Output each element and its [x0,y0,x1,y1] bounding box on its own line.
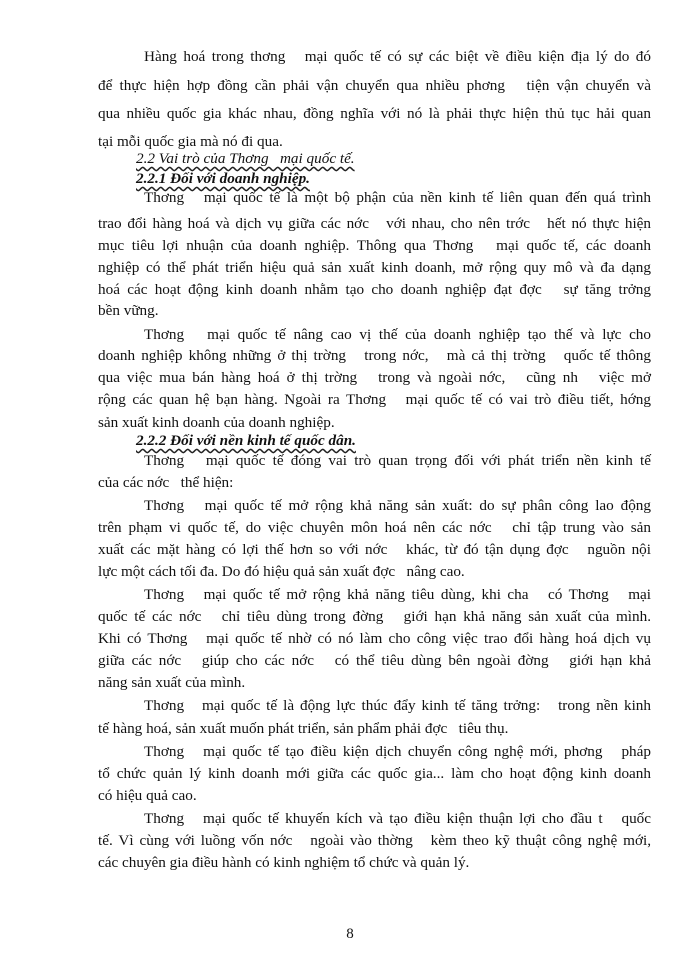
text-line: trao đổi hàng hoá và dịch vụ giữa các nớc với nhau, cho nên trớc hết nó thực hiện [98,215,651,232]
text-line: Khi có Thơng mại quốc tế nhờ có nó làm cho công việc trao đổi hàng hoá dịch vụ [98,630,651,647]
text-line: Thơng mại quốc tế đóng vai trò quan trọng đối với phát triển nền kinh tế [144,452,651,469]
text-line: qua việc mua bán hàng hoá ở thị trờng trong và ngoài nớc, cũng nh việc mở [98,369,651,386]
text-line: các chuyên gia điều hành có kinh nghiệm tổ chức và quản lý. [98,854,470,871]
text-line: Thơng mại quốc tế là một bộ phận của nền kinh tế liên quan đến quá trình [144,189,651,206]
subsection-heading: 2.2.1 Đối với doanh nghiệp. [136,170,310,187]
text-line: Thơng mại quốc tế tạo điều kiện dịch chuyển công nghệ mới, phơng pháp [144,743,651,760]
section-heading: 2.2 Vai trò của Thơng mại quốc tế. [136,150,355,167]
page-number: 8 [346,926,354,942]
text-line: mục tiêu lợi nhuận của doanh nghiệp. Thông qua Thơng mại quốc tế, các doanh [98,237,651,254]
text-line: bền vững. [98,302,159,319]
text-line: năng sản xuất của mình. [98,674,246,691]
text-line: tại mỗi quốc gia mà nó đi qua. [98,133,283,150]
text-line: tế hàng hoá, sản xuất muốn phát triển, sản phẩm phải đợc tiêu thụ. [98,720,509,737]
text-line: tế. Vì cùng với luồng vốn nớc ngoài vào thờng kèm theo kỹ thuật công nghệ mới, [98,832,651,849]
text-line: của các nớc thể hiện: [98,474,234,491]
text-line: Thơng mại quốc tế mở rộng khả năng sản xuất: do sự phân công lao động [144,497,651,514]
text-line: Thơng mại quốc tế mở rộng khả năng tiêu dùng, khi cha có Thơng mại [144,586,651,603]
text-line: Hàng hoá trong thơng mại quốc tế có sự các biệt về điều kiện địa lý do đó [144,48,651,65]
text-line: hoá các hoạt động kinh doanh nhằm tạo cho doanh nghiệp đạt đợc sự tăng trởng [98,281,651,298]
text-line: Thơng mại quốc tế khuyến kích và tạo điều kiện thuận lợi cho đầu t quốc [144,810,651,827]
text-line: sản xuất kinh doanh của doanh nghiệp. [98,414,335,431]
text-line: tổ chức quản lý kinh doanh mới giữa các quốc gia... làm cho hoạt động kinh doanh [98,765,651,782]
subsection-heading: 2.2.2 Đối với nền kinh tế quốc dân. [136,432,356,449]
text-line: để thực hiện hợp đồng cần phải vận chuyển qua nhiều phơng tiện vận chuyển và [98,77,651,94]
text-line: nghiệp có thể phát triển hiệu quả sản xuất kinh doanh, mở rộng quy mô và đa dạng [98,259,651,276]
text-line: Thơng mại quốc tế nâng cao vị thế của doanh nghiệp tạo thế và lực cho [144,326,651,343]
text-line: có hiệu quả cao. [98,787,197,804]
text-line: quốc tế các nớc chỉ tiêu dùng trong đờng giới hạn khả năng sản xuất của mình. [98,608,651,625]
text-line: giữa các nớc giúp cho các nớc có thể tiêu dùng bên ngoài đờng giới hạn khả [98,652,651,669]
text-line: Thơng mại quốc tế là động lực thúc đẩy kinh tế tăng trởng: trong nền kinh [144,697,651,714]
text-line: doanh nghiệp không những ở thị trờng trong nớc, mà cả thị trờng quốc tế thông [98,347,651,364]
text-line: trên phạm vi quốc tế, do việc chuyên môn hoá nên các nớc chỉ tập trung vào sản [98,519,651,536]
text-line: qua nhiều quốc gia khác nhau, đồng nghĩa với nó là phải thực hiện thủ tục hải quan [98,105,651,122]
text-line: rộng các quan hệ bạn hàng. Ngoài ra Thơng mại quốc tế có vai trò điều tiết, hớng [98,391,651,408]
text-line: xuất các mặt hàng có lợi thế hơn so với nớc khác, từ đó tận dụng đợc nguồn nội [98,541,651,558]
text-line: lực một cách tối đa. Do đó hiệu quả sản xuất đợc nâng cao. [98,563,465,580]
